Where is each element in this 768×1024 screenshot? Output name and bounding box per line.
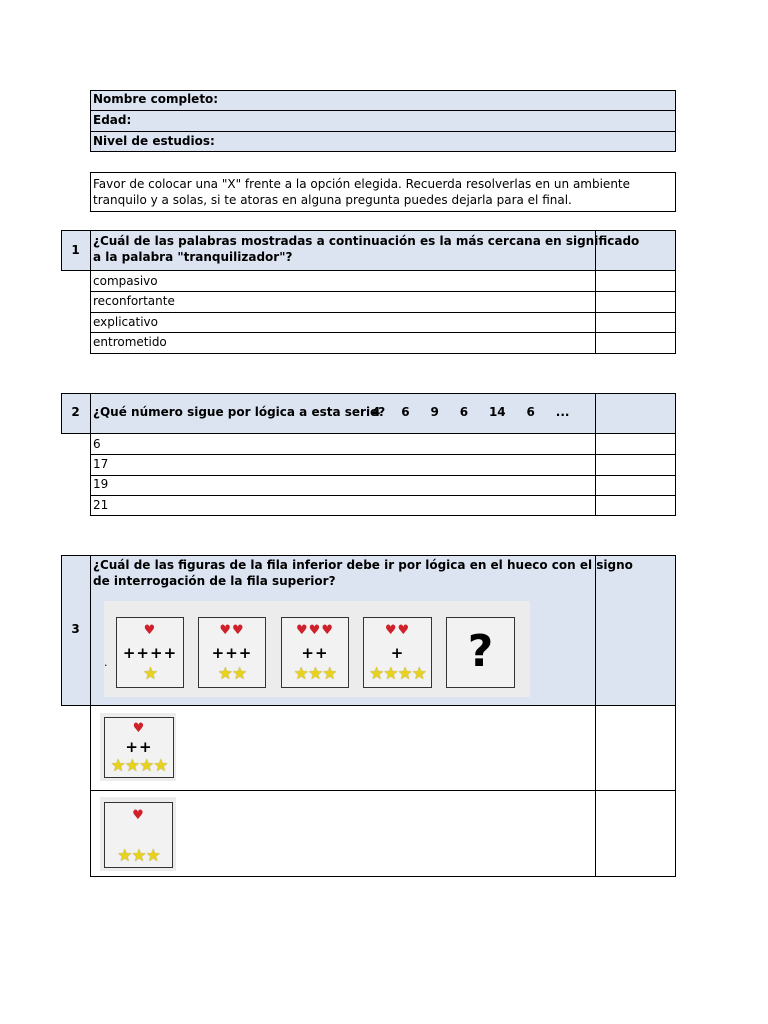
q3-tile-1: [116, 617, 184, 688]
instructions-line-1: Favor de colocar una "X" frente a la opción elegida. Recuerda resolverlas en un ambiente: [93, 177, 631, 191]
q1-answer-cell-1[interactable]: [596, 272, 675, 291]
name-label: Nombre completo:: [93, 92, 219, 106]
q1-number: 1: [71, 243, 80, 257]
q2-answer-cell-1[interactable]: [596, 435, 675, 454]
q1-option-1: compasivo: [93, 274, 158, 288]
q1-answer-cell-4[interactable]: [596, 333, 675, 353]
star-icon: ★: [142, 664, 158, 684]
instructions-line-2: tranquilo y a solas, si te atoras en alguna pregunta puedes dejarla para el final.: [93, 193, 572, 207]
q3-tile-question: [446, 617, 515, 688]
plus-icon: +: [390, 644, 405, 662]
q2-answer-cell-2[interactable]: [596, 455, 675, 475]
q1-question-line-1: ¿Cuál de las palabras mostradas a continuación es la más cercana en significado: [93, 234, 640, 248]
star-icon: ★★★★: [369, 664, 426, 684]
q3-question-line-1: ¿Cuál de las figuras de la fila inferior debe ir por lógica en el hueco con el signo: [93, 558, 633, 572]
q3-number: 3: [71, 622, 80, 636]
q2-option-4: 21: [93, 498, 109, 512]
q1-answer-cell-3[interactable]: [596, 313, 675, 332]
plus-icon: +++: [211, 644, 253, 662]
age-label: Edad:: [93, 113, 132, 127]
plus-icon: ++++: [122, 644, 178, 662]
q2-answer-cell-4[interactable]: [596, 496, 675, 515]
heart-icon: ♥♥: [219, 623, 245, 638]
q3-option-1: [104, 717, 174, 778]
q2-option-3: 19: [93, 477, 109, 491]
q3-tile-2: [198, 617, 266, 688]
q2-option-1: 6: [93, 437, 101, 451]
q1-question-line-2: a la palabra "tranquilizador"?: [93, 250, 293, 264]
q3-answer-cell-1[interactable]: [596, 707, 675, 790]
heart-icon: ♥: [143, 623, 157, 638]
heart-icon: ♥♥: [384, 623, 411, 638]
q1-answer-cell-2[interactable]: [596, 292, 675, 312]
star-icon: ★★★: [117, 846, 160, 866]
q2-answer-cell-3[interactable]: [596, 476, 675, 495]
q3-tile-3: [281, 617, 349, 688]
question-mark-icon: ?: [467, 626, 494, 677]
q2-series: 4 6 9 6 14 6 ...: [372, 405, 570, 419]
q3-tile-4: [363, 617, 432, 688]
q2-number: 2: [71, 405, 80, 419]
plus-icon: ++: [125, 738, 153, 756]
education-label: Nivel de estudios:: [93, 134, 215, 148]
q3-answer-cell-2[interactable]: [596, 791, 675, 876]
star-icon: ★★★★: [110, 756, 168, 776]
heart-icon: ♥: [132, 808, 145, 823]
q1-option-4: entrometido: [93, 335, 167, 349]
star-icon: ★★★: [293, 664, 337, 684]
q3-question-line-2: de interrogación de la fila superior?: [93, 574, 336, 588]
star-icon: ★★: [217, 664, 247, 684]
q3-image-dot: ·: [104, 659, 108, 672]
heart-icon: ♥♥♥: [296, 623, 334, 638]
plus-icon: ++: [301, 644, 329, 662]
q1-option-2: reconfortante: [93, 294, 175, 308]
heart-icon: ♥: [132, 721, 146, 736]
q2-question: ¿Qué número sigue por lógica a esta serie?: [93, 405, 386, 419]
q2-option-2: 17: [93, 457, 109, 471]
q1-option-3: explicativo: [93, 315, 158, 329]
q3-option-2: [104, 802, 173, 868]
